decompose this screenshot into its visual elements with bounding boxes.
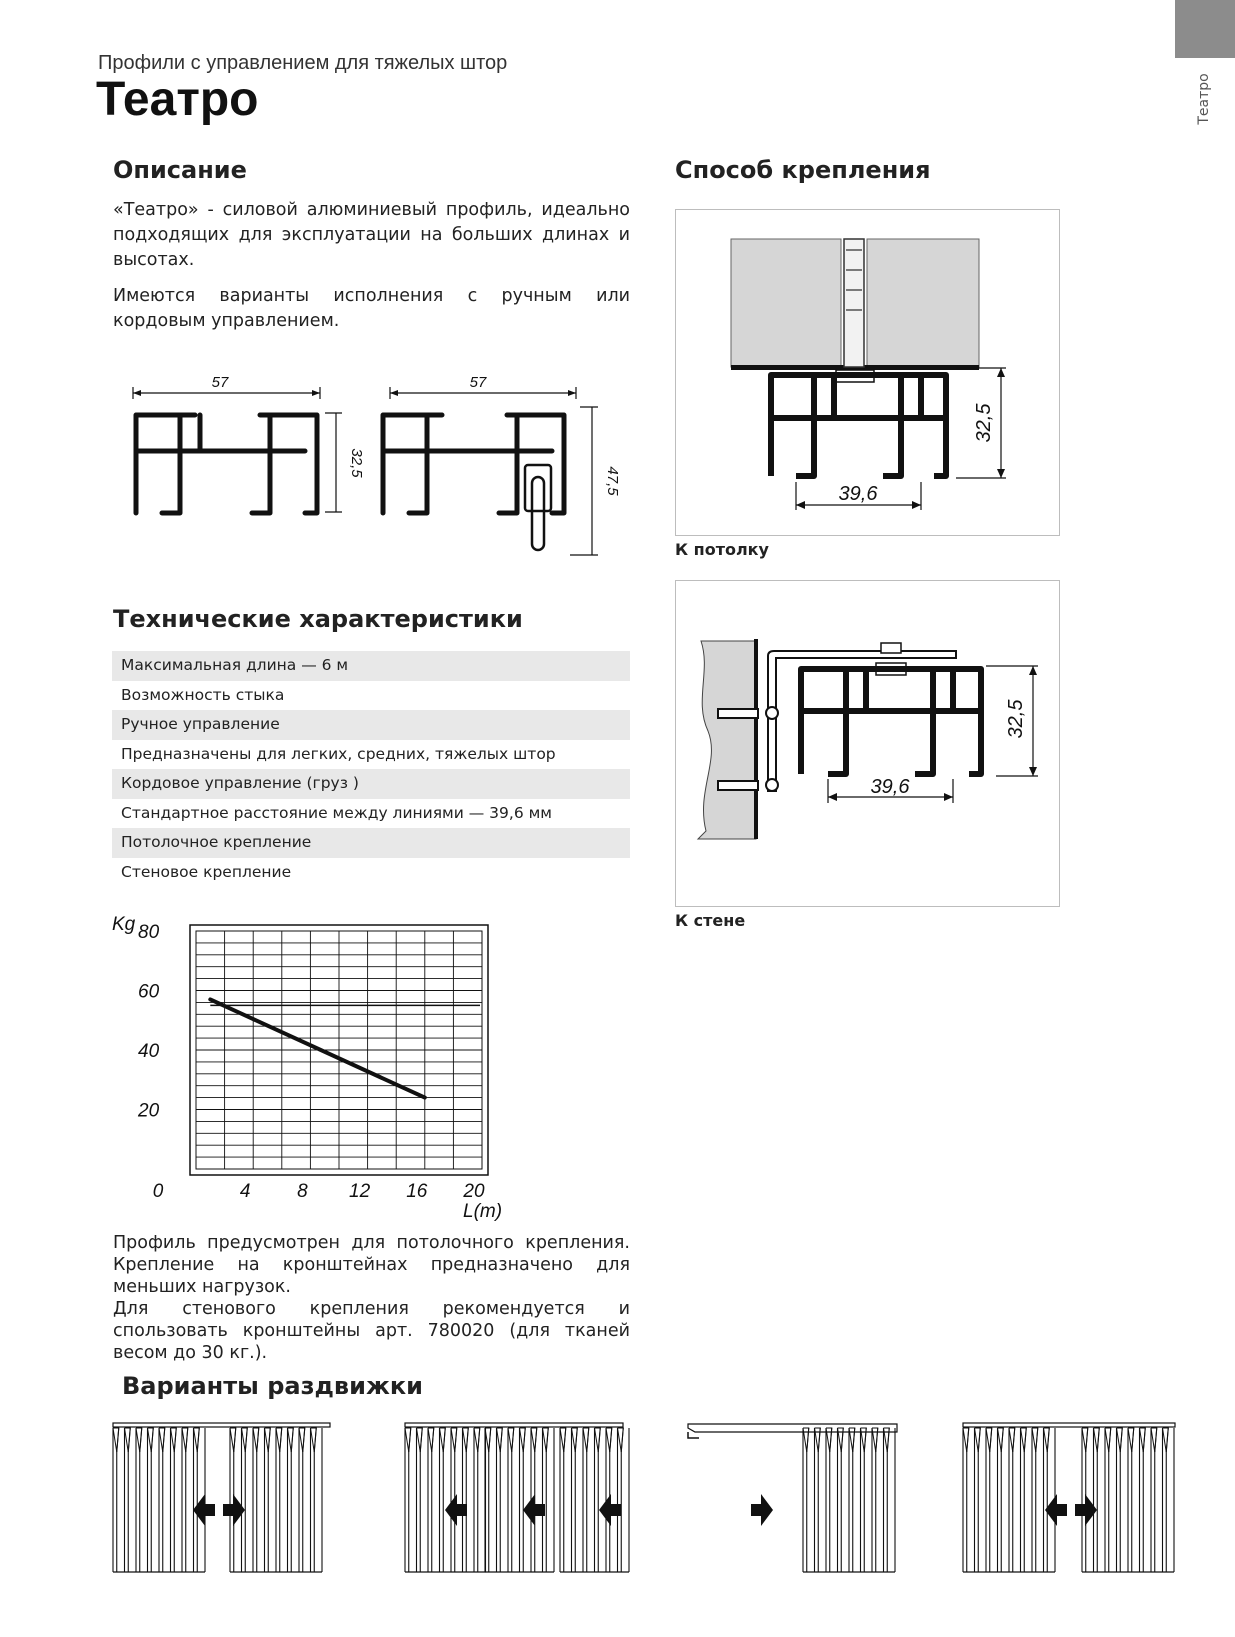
load-chart: [100, 905, 520, 1225]
curtain-pleat-top: [975, 1428, 979, 1452]
curtain-pleat-top: [186, 1428, 188, 1452]
curtain-pleat-top: [230, 1428, 234, 1452]
curtain-pleat-top: [575, 1428, 577, 1452]
curtain-pleat-top: [1086, 1428, 1088, 1452]
wall-mount-drawing: [676, 581, 1061, 908]
curtain-pleat-top: [1143, 1428, 1145, 1452]
notes-paragraph-1: Профиль предусмотрен для потолочного крепления. Крепление на кронштейнах предназначено для меньших нагрузок.: [113, 1233, 630, 1297]
curtain-pleat-top: [455, 1428, 457, 1452]
curtain-pleat-top: [194, 1428, 198, 1452]
curtain-pleat-top: [1001, 1428, 1003, 1452]
arrow-left-icon: [523, 1494, 545, 1526]
x-tick-label: 4: [239, 1181, 251, 1202]
curtain-pleat-top: [990, 1428, 992, 1452]
page-subtitle: Профили с управлением для тяжелых штор: [98, 52, 508, 74]
curtain-pleat-top: [523, 1428, 525, 1452]
curtain-pleat-top: [291, 1428, 293, 1452]
corner-tab-block: [1175, 0, 1235, 58]
spec-item: Потолочное крепление: [112, 828, 630, 858]
curtain-pleat-top: [276, 1428, 280, 1452]
arrow-left-icon: [1045, 1494, 1067, 1526]
curtain-pleat-top: [197, 1428, 199, 1452]
specs-list: [112, 651, 630, 887]
curtain-pleat-top: [618, 1428, 622, 1452]
curtain-pleat-top: [1155, 1428, 1157, 1452]
variants-heading: Варианты раздвижки: [122, 1372, 423, 1400]
curtain-pleat-top: [560, 1428, 564, 1452]
curtain-pleat-top: [1024, 1428, 1026, 1452]
curtain-pleat-top: [451, 1428, 455, 1452]
y-tick-label: 80: [138, 922, 160, 943]
curtain-pleat-top: [174, 1428, 176, 1452]
spec-item: Максимальная длина — 6 м: [112, 651, 630, 681]
curtain-pleat-top: [512, 1428, 514, 1452]
curtain-pleat-top: [986, 1428, 990, 1452]
arrow-left-icon: [193, 1494, 215, 1526]
curtain-pleat-top: [531, 1428, 535, 1452]
curtain-pleat-top: [1013, 1428, 1015, 1452]
curtain-pleat-top: [242, 1428, 246, 1452]
curtain-pleat-top: [299, 1428, 303, 1452]
curtain-pleat-top: [1163, 1428, 1167, 1452]
curtain-pleat-top: [1094, 1428, 1098, 1452]
curtain-pleat-top: [1120, 1428, 1122, 1452]
curtain-pleat-top: [967, 1428, 969, 1452]
curtain-pleat-top: [963, 1428, 967, 1452]
curtain-pleat-top: [163, 1428, 165, 1452]
x-axis-label: L(m): [463, 1201, 503, 1222]
curtain-pleat-top: [998, 1428, 1002, 1452]
curtain-pleat-top: [432, 1428, 434, 1452]
curtain-pleat-top: [497, 1428, 501, 1452]
curtain-rail: [113, 1423, 330, 1427]
description-heading: Описание: [113, 156, 247, 184]
curtain-pleat-top: [463, 1428, 467, 1452]
curtain-pleat-top: [113, 1428, 117, 1452]
y-tick-label: 40: [138, 1041, 160, 1062]
x-tick-label: 20: [463, 1181, 485, 1202]
curtain-pleat-top: [268, 1428, 270, 1452]
curtain-rail: [963, 1423, 1175, 1427]
curtain-pleat-top: [1109, 1428, 1111, 1452]
wall-height-label: 32,5: [1005, 699, 1027, 739]
curtain-pleat-top: [314, 1428, 316, 1452]
curtain-pleat-top: [1032, 1428, 1036, 1452]
curtain-pleat-top: [1117, 1428, 1121, 1452]
curtain-pleat-top: [117, 1428, 119, 1452]
curtain-pleat-top: [140, 1428, 142, 1452]
x-tick-label: 0: [152, 1181, 164, 1202]
curtain-pleat-top: [288, 1428, 292, 1452]
ceiling-mount-drawing: [676, 210, 1061, 537]
wall-mount-caption: К стене: [675, 911, 746, 930]
curtain-pleat-top: [587, 1428, 589, 1452]
spec-item: Ручное управление: [112, 710, 630, 740]
rail-end-cap: [688, 1432, 699, 1438]
curtain-pleat-top: [148, 1428, 152, 1452]
curtain-pleat-top: [621, 1428, 623, 1452]
curtain-pleat-top: [405, 1428, 409, 1452]
arrow-right-icon: [751, 1494, 773, 1526]
curtain-pleat-top: [171, 1428, 175, 1452]
spec-item: Предназначены для легких, средних, тяжелых штор: [121, 744, 556, 763]
ceiling-height-label: 32,5: [973, 403, 995, 443]
spec-item: Кордовое управление (груз ): [112, 769, 630, 799]
side-tab: [1190, 64, 1218, 134]
mounting-heading: Способ крепления: [675, 156, 931, 184]
curtain-pleat-top: [443, 1428, 445, 1452]
curtain-pleat-top: [535, 1428, 537, 1452]
curtain-pleat-top: [546, 1428, 548, 1452]
curtain-rail: [405, 1423, 623, 1427]
ceiling-mount-figure: [675, 209, 1060, 536]
wall-spacing-label: 39,6: [870, 776, 910, 798]
curtain-pleat-top: [420, 1428, 422, 1452]
curtain-pleat-top: [265, 1428, 269, 1452]
x-tick-label: 8: [297, 1181, 308, 1202]
curtain-pleat-top: [253, 1428, 257, 1452]
curtain-pleat-top: [978, 1428, 980, 1452]
curtain-pleat-top: [428, 1428, 432, 1452]
curtain-pleat-top: [1140, 1428, 1144, 1452]
curtain-pleat-top: [440, 1428, 444, 1452]
curtain-pleat-top: [1105, 1428, 1109, 1452]
curtain-pleat-top: [234, 1428, 236, 1452]
curtain-pleat-top: [543, 1428, 547, 1452]
curtain-pleat-top: [136, 1428, 140, 1452]
curtain-pleat-top: [125, 1428, 129, 1452]
curtain-pleat-top: [1036, 1428, 1038, 1452]
curtain-pleat-top: [280, 1428, 282, 1452]
profile1-width-label: 57: [211, 374, 229, 391]
curtain-pleat-top: [128, 1428, 130, 1452]
curtain-pleat-top: [606, 1428, 610, 1452]
x-tick-label: 12: [349, 1181, 371, 1202]
profile-cross-sections: [120, 365, 630, 565]
curtain-pleat-top: [151, 1428, 153, 1452]
curtain-pleat-top: [303, 1428, 305, 1452]
curtain-pleat-top: [1151, 1428, 1155, 1452]
curtain-pleat-top: [1021, 1428, 1025, 1452]
notes-paragraph-2: Для стенового крепления рекомендуется и спользовать кронштейны арт. 780020 (для тканей весом до 30 кг.).: [113, 1299, 630, 1363]
curtain-pleat-top: [1044, 1428, 1048, 1452]
curtain-pleat-top: [417, 1428, 421, 1452]
curtain-pleat-top: [1009, 1428, 1013, 1452]
x-tick-label: 16: [406, 1181, 428, 1202]
ceiling-mount-caption: К потолку: [675, 540, 769, 559]
spec-item: Стеновое крепление: [121, 862, 292, 881]
curtain-pleat-top: [474, 1428, 478, 1452]
curtain-pleat-top: [583, 1428, 587, 1452]
curtain-pleat-top: [1047, 1428, 1049, 1452]
profile2-height-label: 47,5: [604, 466, 621, 496]
description-paragraph-1: «Театро» - силовой алюминиевый профиль, идеально подходящих для эксплуатации на больших длинах и высотах.: [113, 200, 630, 270]
curtain-pleat-top: [1132, 1428, 1134, 1452]
curtain-pleat-top: [500, 1428, 502, 1452]
curtain-pleat-top: [598, 1428, 600, 1452]
side-tab-label: Театро: [1196, 73, 1212, 125]
curtain-pleat-top: [159, 1428, 163, 1452]
curtain-pleat-top: [245, 1428, 247, 1452]
spec-item: Возможность стыка: [121, 685, 285, 704]
ceiling-spacing-label: 39,6: [838, 483, 878, 505]
page-title: Театро: [96, 73, 259, 126]
y-axis-label: Kg: [112, 914, 136, 935]
profile2-width-label: 57: [469, 374, 487, 391]
curtain-pleat-top: [1166, 1428, 1168, 1452]
opening-variants-diagrams: [105, 1420, 1185, 1580]
curtain-pleat-top: [1128, 1428, 1132, 1452]
y-tick-label: 60: [138, 981, 160, 1003]
curtain-pleat-top: [409, 1428, 411, 1452]
curtain-pleat-top: [1097, 1428, 1099, 1452]
profile1-height-label: 32,5: [348, 448, 365, 478]
curtain-pleat-top: [610, 1428, 612, 1452]
curtain-pleat-top: [595, 1428, 599, 1452]
curtain-pleat-top: [508, 1428, 512, 1452]
curtain-pleat-top: [311, 1428, 315, 1452]
curtain-pleat-top: [182, 1428, 186, 1452]
curtain-pleat-top: [520, 1428, 524, 1452]
y-tick-label: 20: [138, 1100, 160, 1122]
specs-heading: Технические характеристики: [113, 605, 523, 633]
curtain-pleat-top: [564, 1428, 566, 1452]
description-paragraph-2: Имеются варианты исполнения с ручным или кордовым управлением.: [113, 286, 630, 331]
curtain-pleat-top: [466, 1428, 468, 1452]
curtain-pleat-top: [1082, 1428, 1086, 1452]
spec-item: Стандартное расстояние между линиями — 39,6 мм: [121, 803, 553, 822]
curtain-pleat-top: [489, 1428, 491, 1452]
curtain-pleat-top: [572, 1428, 576, 1452]
arrow-left-icon: [445, 1494, 467, 1526]
curtain-pleat-top: [257, 1428, 259, 1452]
wall-mount-figure: [675, 580, 1060, 907]
curtain-pleat-top: [478, 1428, 480, 1452]
